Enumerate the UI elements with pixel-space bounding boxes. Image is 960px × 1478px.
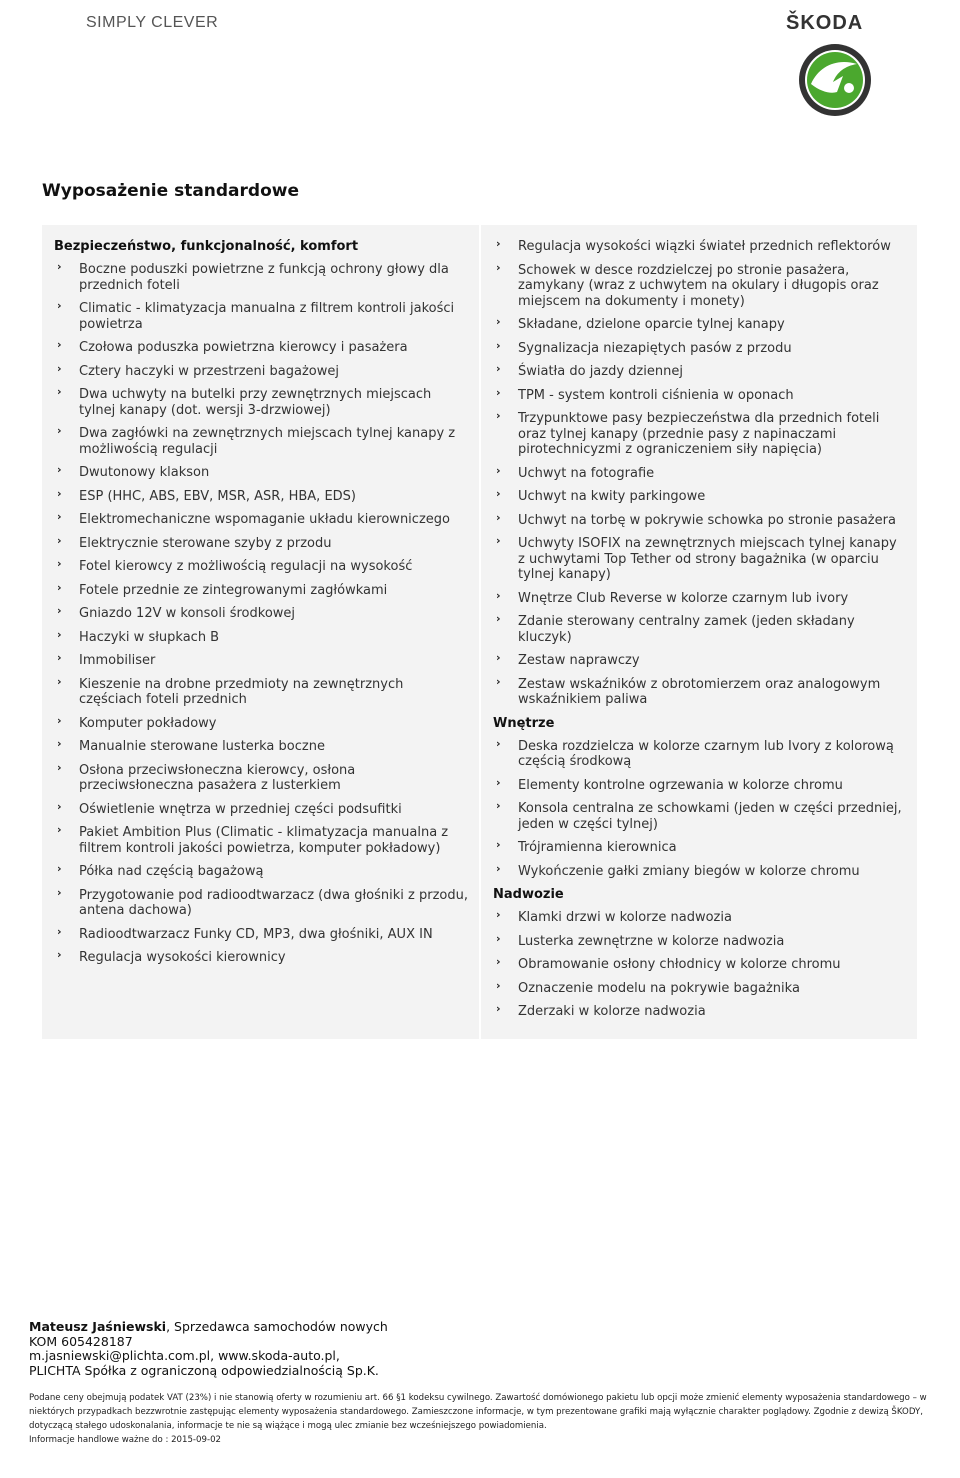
list-item-label: Elektrycznie sterowane szyby z przodu <box>79 535 332 551</box>
list-item <box>54 340 469 356</box>
list-item <box>493 1004 907 1020</box>
chevron-right-icon: › <box>57 948 62 961</box>
list-item-label: Elektromechaniczne wspomaganie układu kierowniczego <box>79 512 450 527</box>
contact-role: , Sprzedawca samochodów nowych <box>166 1319 388 1334</box>
list-item-label: Przygotowanie pod radioodtwarzacz (dwa głośniki z przodu, antena dachowa) <box>79 887 468 918</box>
list-item <box>54 760 469 794</box>
chevron-right-icon: › <box>57 361 62 375</box>
chevron-right-icon: › <box>57 463 62 476</box>
left-item-list <box>54 262 469 966</box>
chevron-right-icon: › <box>496 908 501 921</box>
list-item <box>493 653 907 669</box>
list-item <box>493 957 907 973</box>
list-item-label: Pakiet Ambition Plus (Climatic - klimatyzacja manualna z filtrem kontroli jakości powietrza, komputer pokładowy) <box>79 825 449 856</box>
chevron-right-icon: › <box>57 580 62 594</box>
chevron-right-icon: › <box>496 838 501 851</box>
list-item <box>54 361 469 380</box>
footnote-line: Podane ceny obejmują podatek VAT (23%) i nie stanowią oferty w rozumieniu art. 66 §1 kodeksu cywilnego. Zawartość domówionego pakietu lub opcji może zmienić elementy wyposażenia standardowego – w <box>29 1393 927 1403</box>
chevron-right-icon: › <box>496 799 501 812</box>
list-item-label: Półka nad częścią bagażową <box>79 864 264 879</box>
list-item <box>493 736 907 770</box>
list-item <box>493 317 907 333</box>
chevron-right-icon: › <box>496 487 501 500</box>
list-item <box>54 799 469 818</box>
chevron-right-icon: › <box>57 627 62 641</box>
footnote-line: niektórych przypadkach bezzwrotnie zastępując elementy wyposażenia standardowego. Zamieszczone informacje, w tym prezentowane grafiki mają wyłącznie charakter poglądowy. Zgodnie z dewizą ŠKODY, <box>29 1407 923 1417</box>
chevron-right-icon: › <box>57 604 62 617</box>
list-item-label: Światła do jazdy dziennej <box>518 364 683 379</box>
list-item <box>54 606 469 622</box>
list-item <box>493 364 907 380</box>
list-item <box>493 978 907 997</box>
list-item-label: Konsola centralna ze schowkami (jeden w części przedniej, jeden w części tylnej) <box>518 801 902 832</box>
list-item-label: Fotele przednie ze zintegrowanymi zagłówkami <box>79 582 388 598</box>
list-item-label: Boczne poduszki powietrzne z funkcją ochrony głowy dla przednich foteli <box>79 262 449 293</box>
list-item-label: Czołowa poduszka powietrzna kierowcy i pasażera <box>79 340 408 355</box>
chevron-right-icon: › <box>496 260 501 274</box>
chevron-right-icon: › <box>57 533 62 547</box>
list-item <box>54 512 469 528</box>
list-item-label: Schowek w desce rozdzielczej po stronie pasażera, zamykany (wraz z uchwytem na okulary i długopis oraz miejscem na dokumenty i monety) <box>518 262 879 309</box>
list-item <box>54 950 469 966</box>
list-item <box>54 301 469 332</box>
list-item <box>493 910 907 926</box>
list-item <box>54 387 469 418</box>
left-column <box>42 225 479 974</box>
list-item <box>493 861 907 880</box>
chevron-right-icon: › <box>57 924 62 938</box>
chevron-right-icon: › <box>496 510 501 524</box>
contact-phone: KOM 605428187 <box>29 1333 133 1349</box>
chevron-right-icon: › <box>57 338 62 351</box>
list-item-label: Kieszenie na drobne przedmioty na zewnętrznych częściach foteli przednich <box>79 676 404 707</box>
list-item <box>54 627 469 646</box>
list-item <box>54 262 469 293</box>
footnote-validity: Informacje handlowe ważne do : 2015-09-02 <box>29 1435 222 1445</box>
list-item-label: Uchwyty ISOFIX na zewnętrznych miejscach tylnej kanapy z uchwytami Top Tether od strony bagażnika (w oparciu tylnej kanapy) <box>518 536 897 582</box>
list-item-label: Wykończenie gałki zmiany biegów w kolorze chromu <box>518 863 860 879</box>
section-title-safety: Bezpieczeństwo, funkcjonalność, komfort <box>54 239 359 254</box>
list-item <box>54 713 469 732</box>
list-item <box>54 486 469 505</box>
list-item-label: Cztery haczyki w przestrzeni bagażowej <box>79 363 339 379</box>
chevron-right-icon: › <box>57 862 62 875</box>
chevron-right-icon: › <box>57 486 62 500</box>
right-equipment-panel <box>481 225 917 1039</box>
list-item-label: Regulacja wysokości kierownicy <box>79 950 286 965</box>
chevron-right-icon: › <box>496 1002 501 1015</box>
list-item <box>493 536 907 583</box>
list-item-label: Trzypunktowe pasy bezpieczeństwa dla przednich foteli oraz tylnej kanapy (przednie pasy z napinaczami pirotechnicyzmi z ograniczeniem siły napięcia) <box>518 411 880 457</box>
chevron-right-icon: › <box>57 557 62 570</box>
list-item <box>493 931 907 950</box>
list-item <box>493 338 907 357</box>
list-item <box>54 426 469 457</box>
list-item <box>493 614 907 645</box>
chevron-right-icon: › <box>496 315 501 328</box>
body-item-list <box>493 910 907 1020</box>
list-item <box>54 674 469 708</box>
list-item-label: Haczyki w słupkach B <box>79 629 220 645</box>
footnote-line: dotyczącą stałego udoskonalania, informacje te nie są wiążące i mogą ulec zmianie bez wcześniejszego powiadomienia. <box>29 1421 547 1431</box>
list-item-label: Dwutonowy klakson <box>79 465 210 480</box>
list-item <box>54 559 469 575</box>
skoda-winged-arrow-icon <box>797 42 873 118</box>
chevron-right-icon: › <box>496 534 501 547</box>
list-item-label: Oświetlenie wnętrza w przedniej części podsufitki <box>79 801 402 817</box>
chevron-right-icon: › <box>57 651 62 664</box>
list-item-label: Uchwyt na fotografie <box>518 465 655 481</box>
list-item <box>493 260 907 310</box>
legal-footnote <box>29 1391 934 1447</box>
list-item-label: Immobiliser <box>79 653 156 668</box>
list-item <box>54 465 469 481</box>
list-item-label: Komputer pokładowy <box>79 715 217 731</box>
list-item-label: Sygnalizacja niezapiętych pasów z przodu <box>518 340 792 356</box>
list-item-label: Składane, dzielone oparcie tylnej kanapy <box>518 317 785 332</box>
right-item-list <box>493 239 907 708</box>
list-item-label: Oznaczenie modelu na pokrywie bagażnika <box>518 980 800 996</box>
list-item <box>54 924 469 943</box>
chevron-right-icon: › <box>496 931 501 945</box>
list-item-label: Klamki drzwi w kolorze nadwozia <box>518 910 732 925</box>
chevron-right-icon: › <box>57 737 62 750</box>
list-item-label: Obramowanie osłony chłodnicy w kolorze chromu <box>518 957 841 972</box>
list-item-label: Trójramienna kierownica <box>518 840 677 855</box>
list-item-label: Zderzaki w kolorze nadwozia <box>518 1004 706 1019</box>
list-item <box>54 580 469 599</box>
list-item-label: Manualnie sterowane lusterka boczne <box>79 739 325 754</box>
brand-tagline: SIMPLY CLEVER <box>86 14 219 31</box>
list-item <box>493 588 907 607</box>
contact-company: PLICHTA Spółka z ograniczoną odpowiedzialnością Sp.K. <box>29 1362 379 1378</box>
chevron-right-icon: › <box>496 674 501 688</box>
contact-links[interactable]: m.jasniewski@plichta.com.pl, www.skoda-auto.pl, <box>29 1348 340 1363</box>
list-item <box>493 775 907 794</box>
section-title-body: Nadwozie <box>493 887 564 902</box>
list-item-label: Regulacja wysokości wiązki świateł przednich reflektorów <box>518 239 891 254</box>
contact-name: Mateusz Jaśniewski <box>29 1319 167 1334</box>
list-item-label: Gniazdo 12V w konsoli środkowej <box>79 606 296 621</box>
list-item-label: Zestaw naprawczy <box>518 653 640 668</box>
section-title-interior: Wnętrze <box>493 715 555 731</box>
chevron-right-icon: › <box>57 760 62 774</box>
list-item-label: Lusterka zewnętrzne w kolorze nadwozia <box>518 933 785 949</box>
list-item-label: Uchwyt na kwity parkingowe <box>518 489 706 504</box>
list-item <box>493 463 907 482</box>
list-item-label: Radioodtwarzacz Funky CD, MP3, dwa głośniki, AUX IN <box>79 926 433 942</box>
chevron-right-icon: › <box>57 885 62 899</box>
contact-block <box>29 1320 388 1378</box>
list-item <box>54 653 469 669</box>
chevron-right-icon: › <box>496 612 501 625</box>
list-item <box>54 864 469 880</box>
chevron-right-icon: › <box>57 799 62 813</box>
chevron-right-icon: › <box>57 424 62 437</box>
chevron-right-icon: › <box>496 651 501 664</box>
list-item-label: Uchwyt na torbę w pokrywie schowka po stronie pasażera <box>518 512 896 528</box>
chevron-right-icon: › <box>57 823 62 836</box>
list-item-label: Dwa zagłówki na zewnętrznych miejscach tylnej kanapy z możliwością regulacji <box>79 426 456 457</box>
list-item <box>493 840 907 856</box>
logo-wordmark: ŠKODA <box>786 12 864 34</box>
list-item-label: Dwa uchwyty na butelki przy zewnętrznych miejscach tylnej kanapy (dot. wersji 3-drzwiowej) <box>79 387 432 418</box>
chevron-right-icon: › <box>496 861 501 875</box>
list-item-label: Osłona przeciwsłoneczna kierowcy, osłona przeciwsłoneczna pasażera z lusterkiem <box>79 762 356 793</box>
list-item-label: ESP (HHC, ABS, EBV, MSR, ASR, HBA, EDS) <box>79 488 356 504</box>
chevron-right-icon: › <box>496 237 501 250</box>
right-column <box>481 225 917 1028</box>
chevron-right-icon: › <box>496 736 501 750</box>
list-item <box>493 239 907 255</box>
contact-name-line <box>29 1320 388 1335</box>
list-item <box>493 674 907 708</box>
list-item-label: TPM - system kontroli ciśnienia w oponach <box>518 387 794 403</box>
chevron-right-icon: › <box>496 409 501 422</box>
chevron-right-icon: › <box>496 362 501 375</box>
chevron-right-icon: › <box>496 978 501 992</box>
list-item <box>493 489 907 505</box>
list-item <box>493 411 907 458</box>
list-item-label: Zdanie sterowany centralny zamek (jeden składany kluczyk) <box>518 614 855 645</box>
chevron-right-icon: › <box>496 385 501 399</box>
list-item <box>493 385 907 404</box>
list-item <box>54 885 469 919</box>
chevron-right-icon: › <box>57 299 62 312</box>
chevron-right-icon: › <box>57 260 62 273</box>
chevron-right-icon: › <box>57 510 62 523</box>
list-item <box>493 510 907 529</box>
chevron-right-icon: › <box>496 775 501 789</box>
list-item <box>54 739 469 755</box>
chevron-right-icon: › <box>496 588 501 602</box>
chevron-right-icon: › <box>57 713 62 727</box>
list-item-label: Wnętrze Club Reverse w kolorze czarnym lub ivory <box>518 590 849 606</box>
page-title: Wyposażenie standardowe <box>42 181 300 201</box>
chevron-right-icon: › <box>496 463 501 477</box>
chevron-right-icon: › <box>496 955 501 968</box>
list-item <box>493 801 907 832</box>
list-item <box>54 825 469 856</box>
list-item-label: Zestaw wskaźników z obrotomierzem oraz analogowym wskaźnikiem paliwa <box>518 676 881 707</box>
chevron-right-icon: › <box>57 674 62 688</box>
chevron-right-icon: › <box>496 338 501 352</box>
interior-item-list <box>493 736 907 880</box>
list-item-label: Fotel kierowcy z możliwością regulacji na wysokość <box>79 559 413 574</box>
chevron-right-icon: › <box>57 385 62 398</box>
list-item-label: Elementy kontrolne ogrzewania w kolorze chromu <box>518 777 843 793</box>
list-item-label: Climatic - klimatyzacja manualna z filtrem kontroli jakości powietrza <box>79 301 455 332</box>
left-equipment-panel <box>42 225 479 1039</box>
list-item-label: Deska rozdzielcza w kolorze czarnym lub Ivory z kolorową częścią środkową <box>518 738 894 769</box>
list-item <box>54 533 469 552</box>
